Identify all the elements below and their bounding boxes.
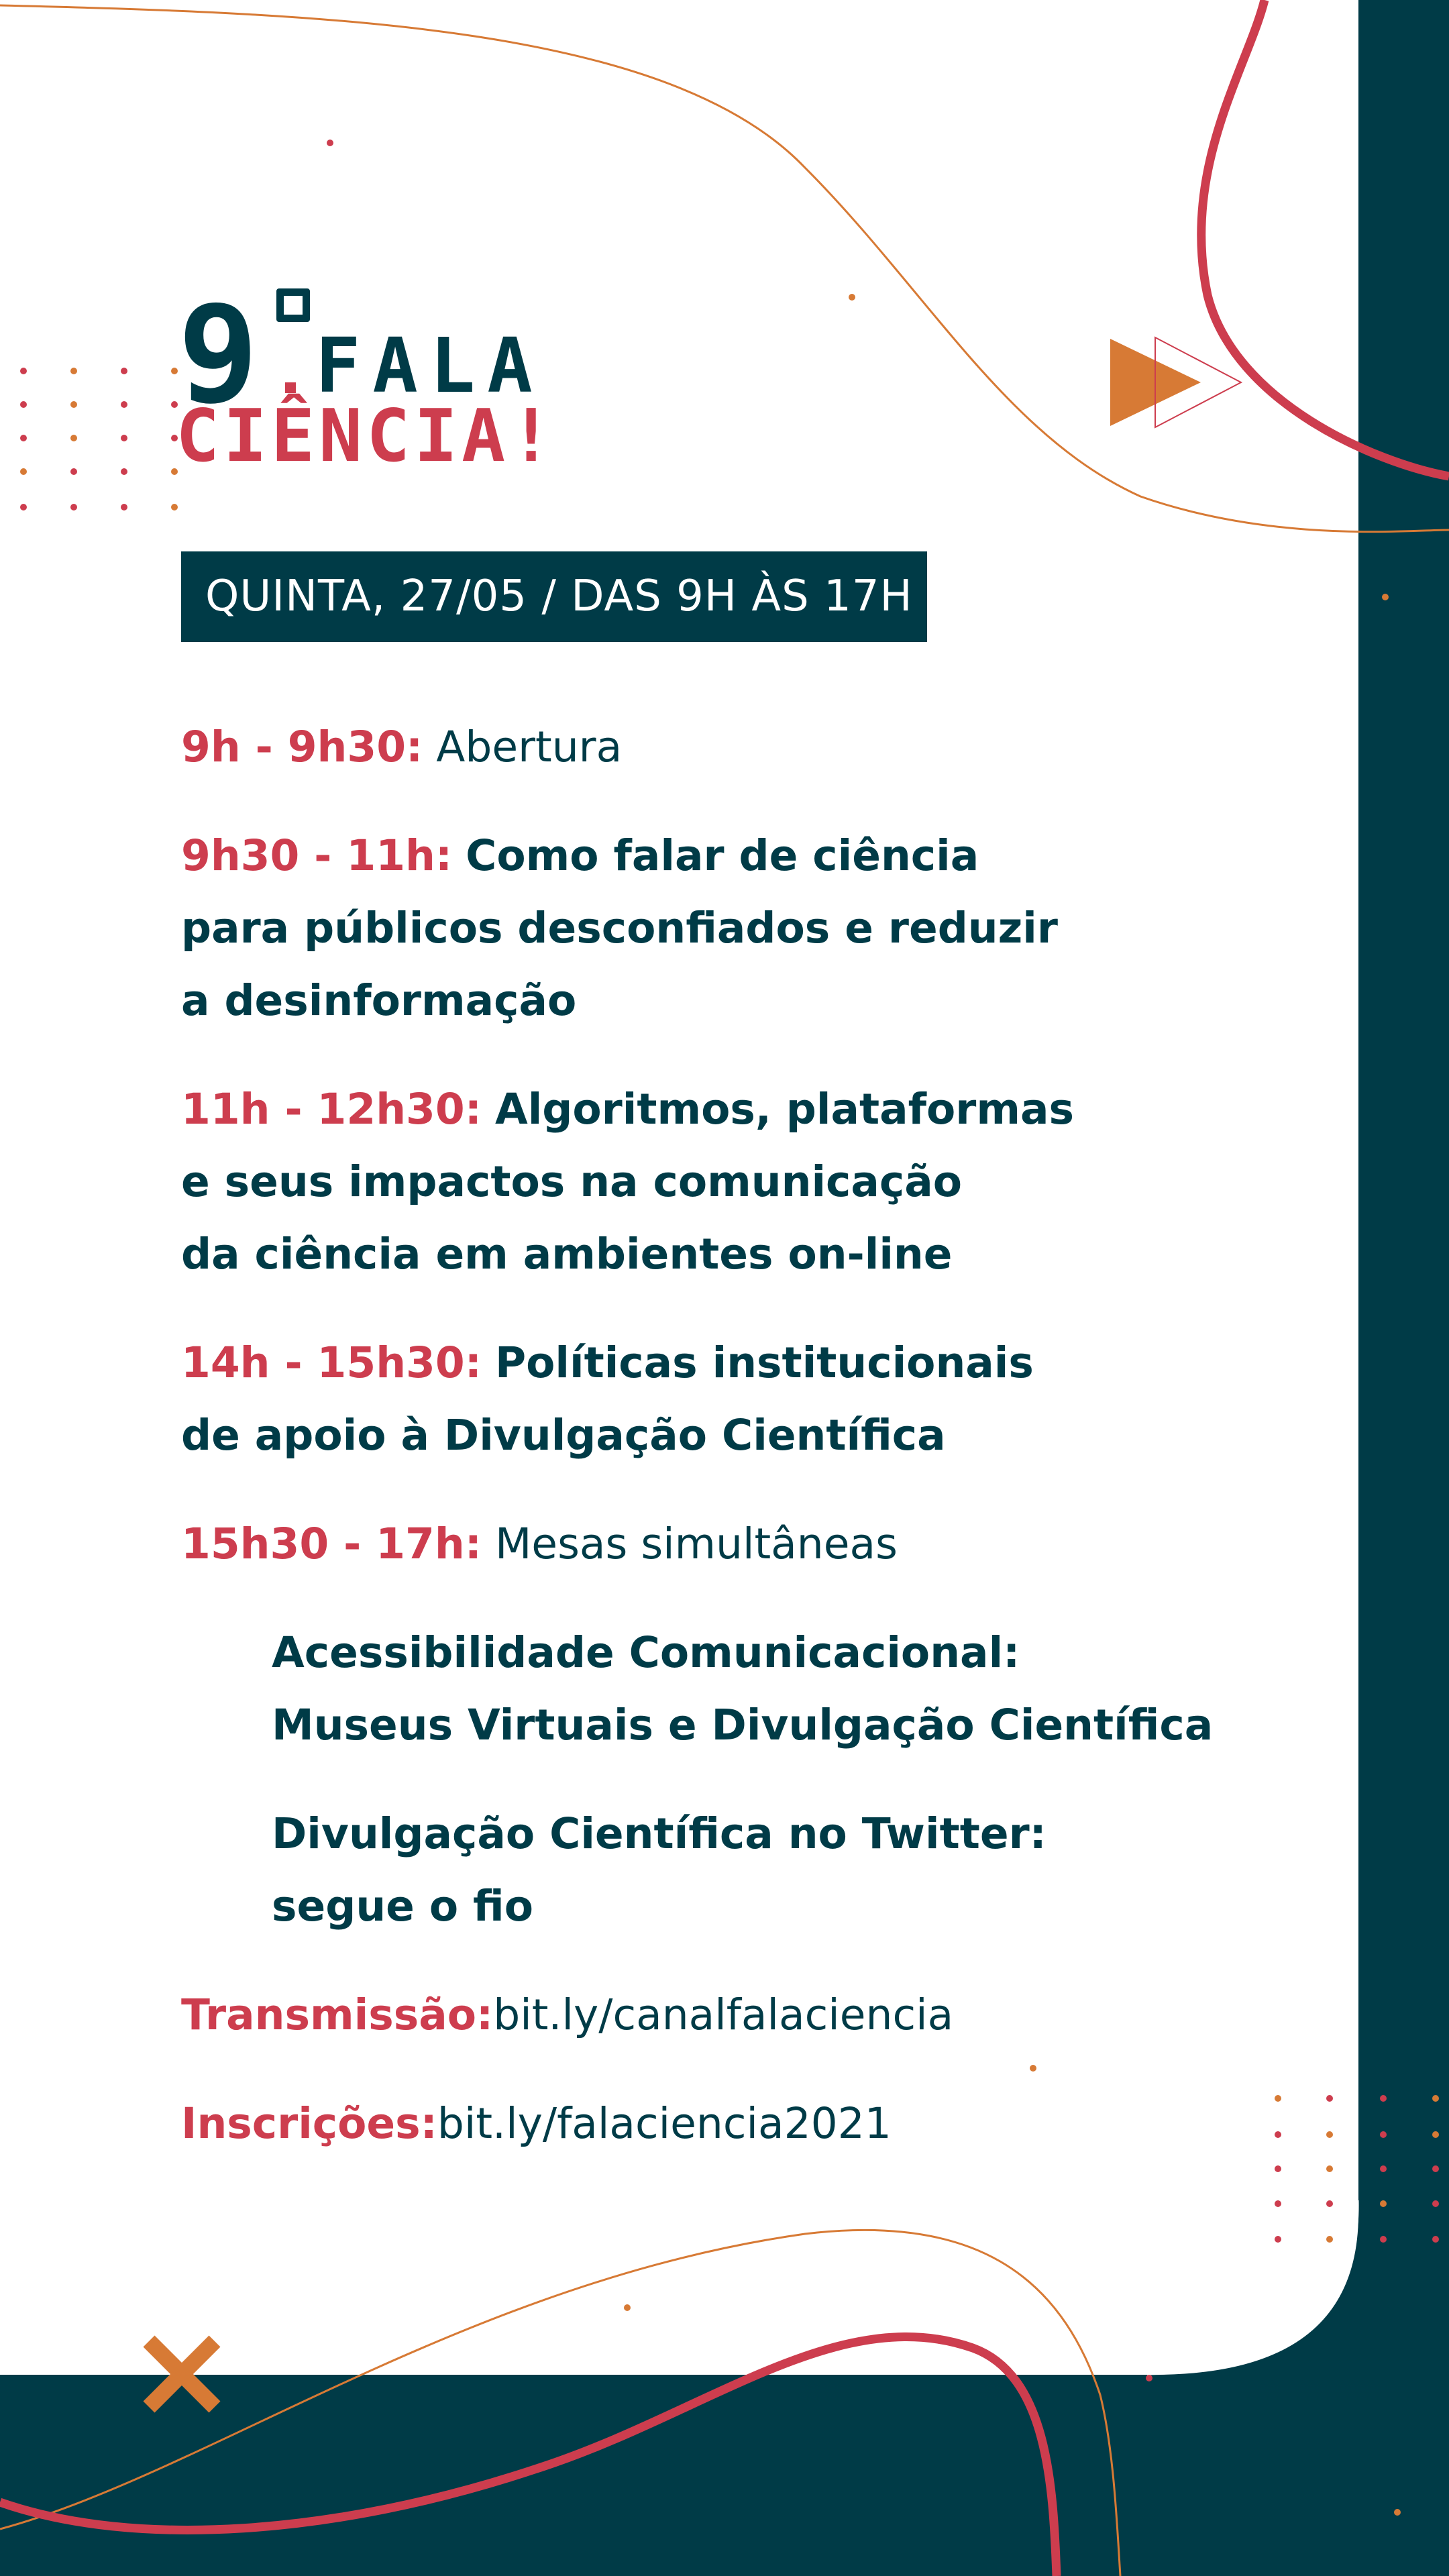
logo-word-ciencia: CIÊNCIA! [176,394,557,478]
session-title-line: segue o fio [272,1882,534,1931]
dot-grid-left [20,368,178,511]
stream-label: Transmissão: [181,1990,494,2039]
schedule-title: Abertura [436,722,623,771]
schedule-title-line: Algoritmos, plataformas [494,1085,1075,1134]
schedule-time: 15h30 - 17h: [181,1519,482,1568]
bottom-navy-band [0,2375,1449,2576]
schedule-item [181,1073,1322,1291]
logo-number: 9 [178,277,259,433]
right-navy-bar [1358,0,1449,2576]
session-title-line: Divulgação Científica no Twitter: [272,1809,1046,1858]
logo-word-fala: FALA [315,323,545,410]
schedule-title-line: e seus impactos na comunicação [181,1157,963,1206]
session-title-line: Museus Virtuais e Divulgação Científica [272,1701,1214,1750]
schedule-item [181,1508,1322,1580]
signup-link-row [181,2088,1322,2160]
schedule-title: Mesas simultâneas [494,1519,898,1568]
schedule-title-line: de apoio à Divulgação Científica [181,1411,946,1460]
schedule-time: 9h - 9h30: [181,722,423,771]
stream-link[interactable]: bit.ly/canalfalaciencia [493,1990,954,2039]
session-title-line: Acessibilidade Comunicacional: [272,1628,1020,1677]
parallel-session [181,1798,1322,1943]
schedule-title-line: Políticas institucionais [494,1338,1034,1387]
parallel-session [181,1617,1322,1762]
logo-degree-icon [276,288,310,322]
schedule-time: 11h - 12h30: [181,1085,482,1134]
schedule [181,711,1322,2160]
signup-link[interactable]: bit.ly/falaciencia2021 [437,2099,892,2148]
stream-link-row [181,1979,1322,2051]
date-banner: QUINTA, 27/05 / DAS 9H ÀS 17H [181,551,927,642]
signup-label: Inscrições: [181,2099,437,2148]
schedule-title-line: para públicos desconfiados e reduzir [181,904,1058,953]
schedule-title-line: a desinformação [181,976,577,1025]
schedule-time: 9h30 - 11h: [181,831,453,880]
schedule-item [181,711,1322,784]
schedule-title-line: Como falar de ciência [466,831,979,880]
schedule-time: 14h - 15h30: [181,1338,482,1387]
schedule-item [181,820,1322,1037]
schedule-item [181,1327,1322,1472]
logo-dot [285,382,296,393]
schedule-title-line: da ciência em ambientes on-line [181,1230,953,1279]
